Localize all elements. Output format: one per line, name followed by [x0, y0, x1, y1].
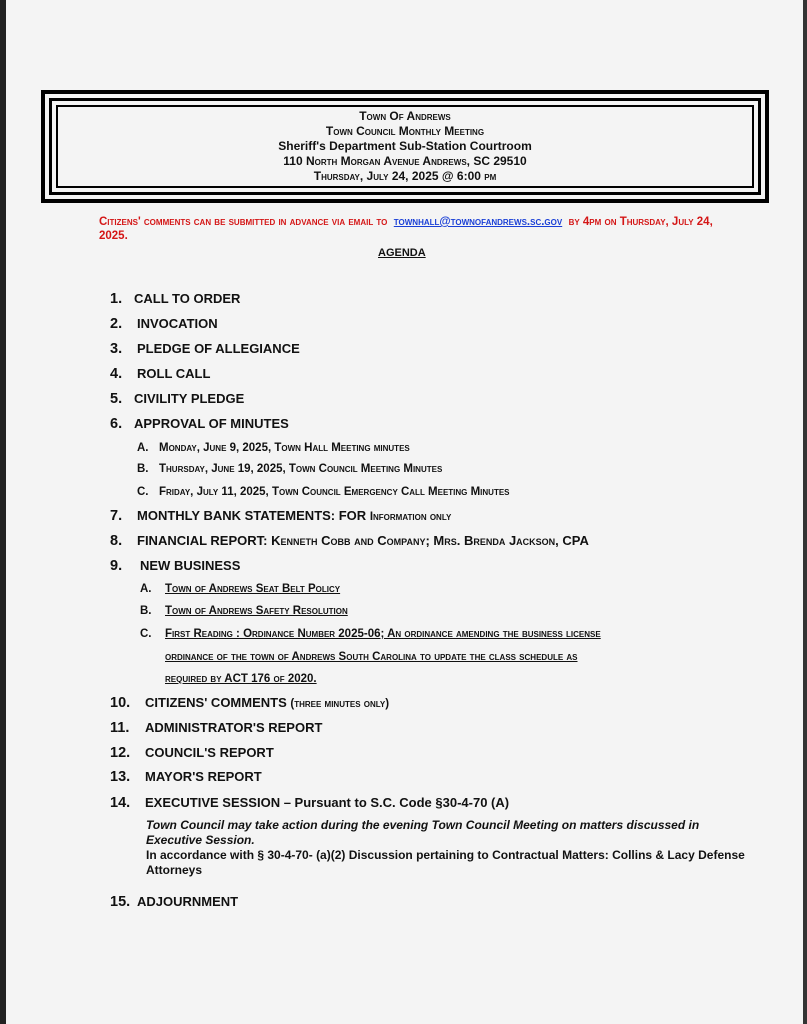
item-label: EXECUTIVE SESSION – Pursuant to S.C. Code §30-4-70 (A) [145, 795, 510, 810]
header-border-inner [49, 98, 761, 195]
new-business-item-c [140, 626, 601, 642]
item-label: INVOCATION [137, 316, 218, 331]
item-label-rest: Information only [369, 511, 452, 523]
agenda-item-13 [110, 769, 262, 785]
item-text: Town of Andrews Seat Belt Policy [165, 583, 341, 595]
item-number: 14. [110, 795, 131, 811]
agenda-title: AGENDA [378, 247, 426, 259]
item-text: Monday, June 9, 2025, Town Hall Meeting minutes [159, 442, 410, 454]
agenda-item-7 [110, 508, 451, 525]
item-number: 15. [110, 894, 131, 910]
item-letter: C. [140, 628, 152, 640]
item-label-rest: Kenneth Cobb and Company; Mrs. Brenda Jackson, CPA [271, 533, 589, 548]
item-number: 4. [110, 366, 123, 382]
item-number: 11. [110, 720, 130, 736]
page-right-edge [803, 0, 807, 1024]
item-letter: A. [137, 442, 149, 454]
item-text: Thursday, June 19, 2025, Town Council Meeting Minutes [159, 463, 443, 475]
new-business-item-c-line3 [165, 671, 317, 687]
item-number: 5. [110, 391, 123, 407]
header-box [41, 90, 769, 203]
agenda-item-3 [110, 341, 300, 357]
item-number: 2. [110, 316, 123, 332]
item-label: APPROVAL OF MINUTES [134, 416, 289, 431]
item-number: 3. [110, 341, 123, 357]
agenda-item-12 [110, 745, 274, 761]
minutes-item-a [137, 440, 410, 456]
item-label: CITIZENS' COMMENTS [145, 695, 287, 710]
agenda-item-6 [110, 416, 289, 432]
agenda-item-15 [110, 894, 238, 910]
item-letter: B. [137, 463, 149, 475]
item-label: CALL TO ORDER [134, 291, 241, 306]
item-label: FINANCIAL REPORT: [137, 533, 268, 548]
item-number: 12. [110, 745, 131, 761]
item-text: Town of Andrews Safety Resolution [165, 605, 348, 617]
agenda-item-14 [110, 795, 509, 811]
agenda-item-1 [110, 291, 240, 307]
agenda-item-10 [110, 695, 389, 712]
item-text: Friday, July 11, 2025, Town Council Emergency Call Meeting Minutes [159, 486, 510, 498]
item-number: 10. [110, 695, 131, 711]
executive-session-note [146, 818, 746, 878]
item-number: 6. [110, 416, 123, 432]
item-letter: A. [140, 583, 152, 595]
item-label: NEW BUSINESS [140, 558, 241, 573]
new-business-item-a [140, 581, 340, 597]
item-letter: B. [140, 605, 152, 617]
item-letter: C. [137, 486, 149, 498]
item-text-line3: required by ACT 176 of 2020. [165, 673, 317, 685]
item-label: MONTHLY BANK STATEMENTS: FOR [137, 508, 367, 523]
executive-note-italic: Town Council may take action during the evening Town Council Meeting on matters discussed in Executive Session. [146, 818, 700, 847]
header-meeting-type: Town Council Monthly Meeting [325, 124, 485, 138]
minutes-item-c [137, 484, 510, 500]
agenda-item-2 [110, 316, 218, 332]
citizens-comments-note [99, 215, 719, 243]
header-date-time: Thursday, July 24, 2025 @ 6:00 pm [313, 169, 497, 183]
item-number: 13. [110, 769, 131, 785]
item-label: COUNCIL'S REPORT [145, 745, 274, 760]
item-label: MAYOR'S REPORT [145, 769, 262, 784]
new-business-item-b [140, 603, 348, 619]
item-label: ROLL CALL [137, 366, 211, 381]
citizens-note-text-after: by 4pm on Thursday, July 24, 2025. [99, 216, 713, 242]
executive-note-detail: In accordance with § 30-4-70- (a)(2) Discussion pertaining to Contractual Matters: Collins & Lacy Defense Attorneys [146, 848, 745, 877]
item-label: CIVILITY PLEDGE [134, 391, 245, 406]
agenda-item-4 [110, 366, 210, 382]
item-text-line1: First Reading : Ordinance Number 2025-06; An ordinance amending the business license [165, 628, 601, 640]
agenda-item-11 [110, 720, 322, 736]
item-text-line2: ordinance of the town of Andrews South Carolina to update the class schedule as [165, 651, 578, 663]
agenda-item-9 [110, 558, 240, 574]
agenda-item-5 [110, 391, 244, 407]
page-left-edge [0, 0, 6, 1024]
item-label-rest: (three minutes only) [290, 698, 390, 710]
item-label: ADMINISTRATOR'S REPORT [145, 720, 323, 735]
citizens-note-text-before: Citizens' comments can be submitted in advance via email to [99, 216, 388, 228]
agenda-item-8 [110, 533, 589, 549]
new-business-item-c-line2 [165, 649, 578, 665]
minutes-item-b [137, 461, 442, 477]
header-address: 110 North Morgan Avenue Andrews, SC 29510 [283, 154, 527, 168]
townhall-email-link[interactable]: townhall@townofandrews.sc.gov [393, 216, 563, 228]
item-label: ADJOURNMENT [137, 894, 239, 909]
header-content [56, 105, 754, 188]
header-town-name: Town Of Andrews [359, 109, 451, 123]
item-number: 7. [110, 508, 123, 524]
header-location: Sheriff's Department Sub-Station Courtroom [278, 139, 532, 153]
item-number: 9. [110, 558, 123, 574]
item-number: 8. [110, 533, 123, 549]
item-number: 1. [110, 291, 123, 307]
item-label: PLEDGE OF ALLEGIANCE [137, 341, 300, 356]
